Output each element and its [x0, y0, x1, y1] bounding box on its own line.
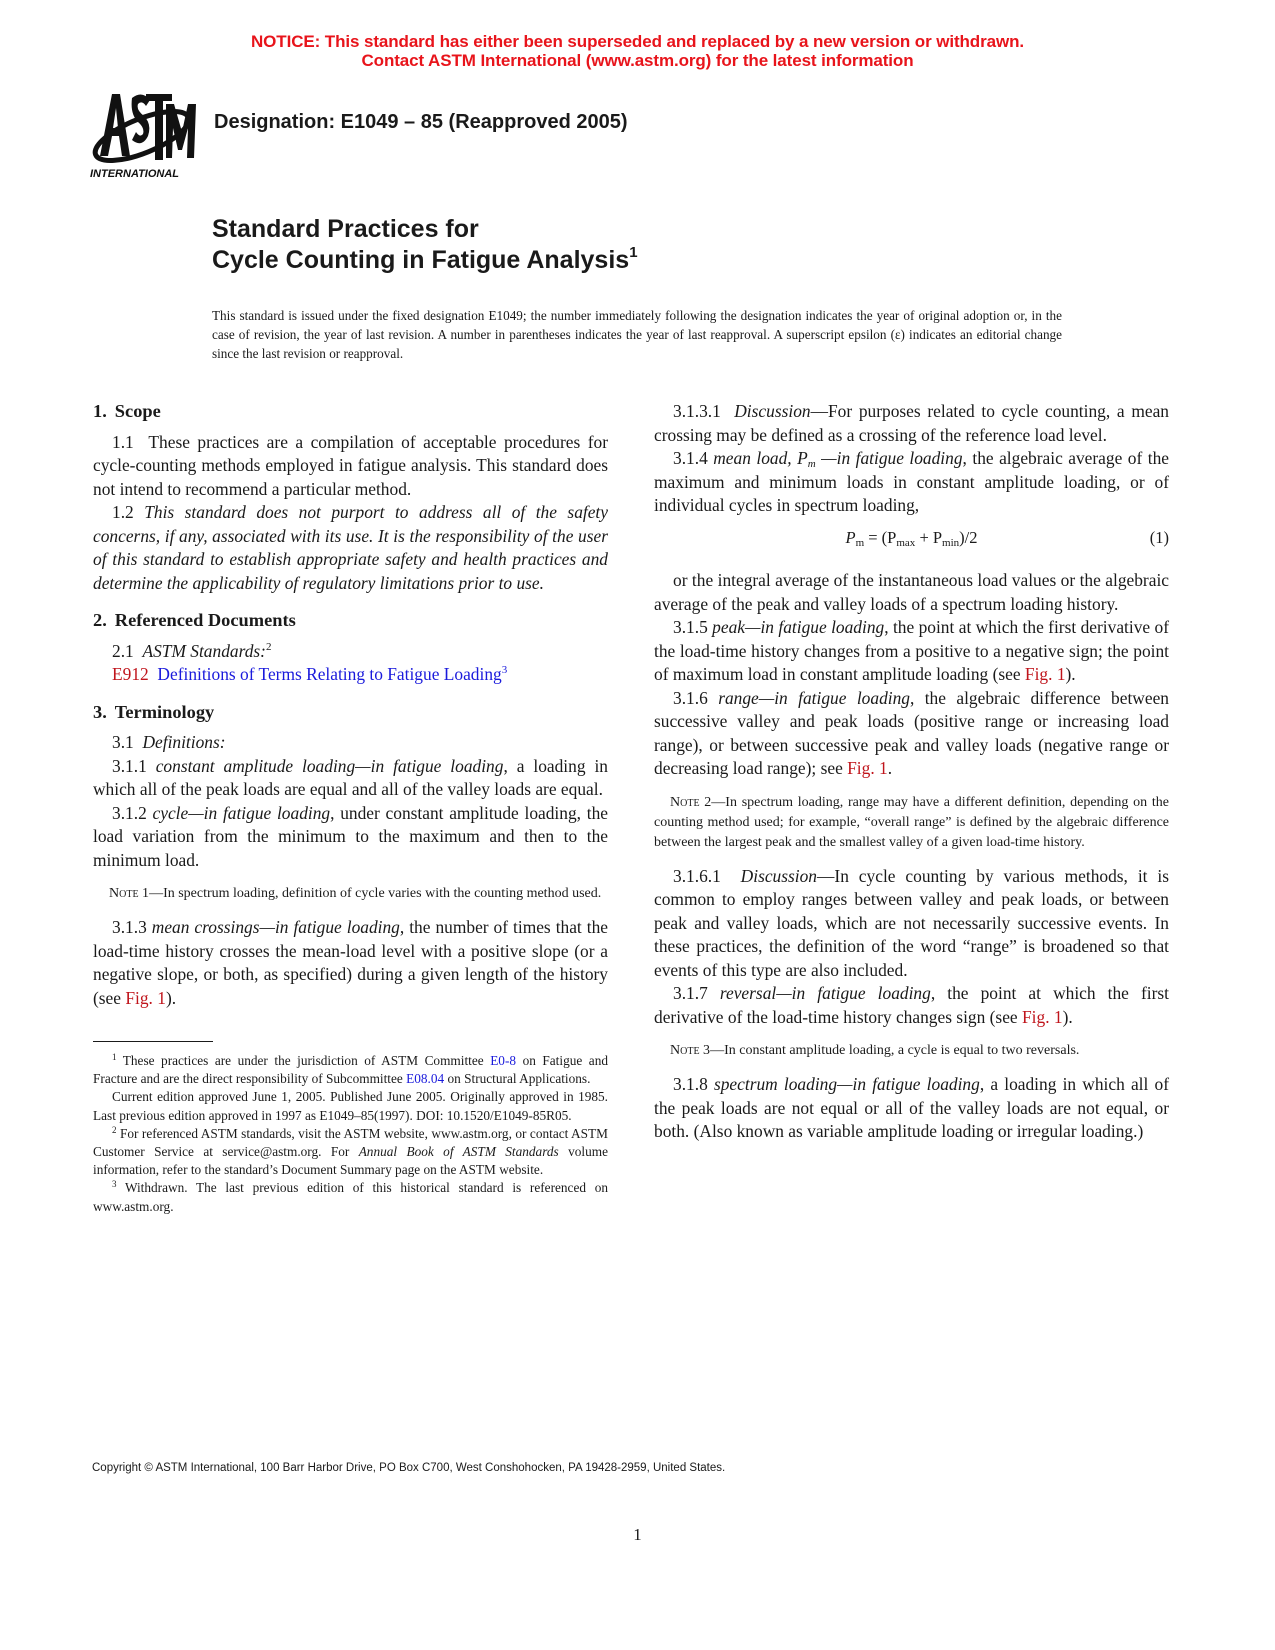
- section-heading-referenced-documents: 2. Referenced Documents: [93, 610, 296, 630]
- title-footnote-ref[interactable]: 1: [629, 244, 638, 261]
- note-3: Note 3—In constant amplitude loading, a cycle is equal to two reversals.: [670, 1043, 1080, 1058]
- astm-logo-icon: [90, 84, 200, 168]
- footnote-ref-2[interactable]: 2: [265, 640, 272, 653]
- paragraph-2-1: 2.1 ASTM Standards:$^2$: [112, 640, 272, 661]
- logo-caption: INTERNATIONAL: [90, 168, 180, 180]
- definition-3-1-2: 3.1.2 cycle—in fatigue loading, under constant amplitude loading, the load variation from the minimum to the maximum and then to the minimum load.: [93, 802, 608, 870]
- committee-e08-link[interactable]: E0-8: [490, 1053, 517, 1068]
- equation-number: (1): [1149, 527, 1169, 547]
- title-line-1: Standard Practices for: [212, 215, 479, 243]
- section-heading-terminology: 3. Terminology: [93, 701, 215, 722]
- definition-3-1-3: 3.1.3 mean crossings—in fatigue loading, the number of times that the load-time history crosses the mean-load level with a positive slope (or a negative slope, or both, as specified) during a given length of the history (see Fig. 1).: [93, 917, 608, 1008]
- definition-3-1-8: 3.1.8 spectrum loading—in fatigue loading, a loading in which all of the peak loads are not equal or all of the valley loads are not equal, or both. (Also known as variable amplitude loading or irregular loading.): [654, 1074, 1169, 1141]
- note-1: Note 1—In spectrum loading, definition of cycle varies with the counting method used.: [109, 886, 602, 901]
- copyright-line: Copyright © ASTM International, 100 Barr Harbor Drive, PO Box C700, West Conshohocken, PA 19428-2959, United States.: [92, 1462, 726, 1474]
- fig-1-link[interactable]: Fig. 1: [847, 758, 888, 778]
- footnote-1-edition: Current edition approved June 1, 2005. Published June 2005. Originally approved in 1985. Last previous edition approved in 1997 as E1049–85(1997). DOI: 10.1520/E1049-85R05.: [93, 1089, 608, 1123]
- left-column: [93, 400, 608, 1216]
- issuance-note: This standard is issued under the fixed designation E1049; the number immediately following the designation indicates the year of original adoption or, in the case of revision, the year of last revision. A number in parentheses indicates the year of last reapproval. A superscript epsilon (ε) indicates an editorial change since the last revision or reapproval.: [212, 308, 1062, 361]
- note-2: Note 2—In spectrum loading, range may have a different definition, depending on the counting method used; for example, “overall range” is defined by the algebraic difference between the largest peak and the smallest valley of a given load-time history.: [654, 794, 1169, 850]
- discussion-3-1-6-1: 3.1.6.1 Discussion—In cycle counting by various methods, it is common to employ ranges between valley and peak loads, or between peak and valley loads, which are not necessarily successive events. In these practices, the definition of the word “range” is broadened so that events of this type are also included.: [654, 865, 1169, 980]
- paragraph-3-1: 3.1 Definitions:: [112, 732, 226, 752]
- footnote-2: $^2$ For referenced ASTM standards, visit the ASTM website, www.astm.org, or contact ASTM Customer Service at service@astm.org. For Annual Book of ASTM Standards volume information, refer to the standard’s Document Summary page on the ASTM website.: [93, 1124, 608, 1178]
- footnote-3: $^3$ Withdrawn. The last previous edition of this historical standard is referenced on www.astm.org.: [93, 1179, 608, 1214]
- page-number: 1: [633, 1525, 642, 1544]
- astm-logo: [90, 84, 200, 184]
- definition-3-1-5: 3.1.5 peak—in fatigue loading, the point at which the first derivative of the load-time history changes from a positive to a negative sign; the point of maximum load in constant amplitude loading (see Fig. 1).: [654, 617, 1169, 684]
- fig-1-link[interactable]: Fig. 1: [125, 987, 166, 1008]
- discussion-3-1-3-1: 3.1.3.1 Discussion—For purposes related to cycle counting, a mean crossing may be defined as a crossing of the reference load level.: [654, 401, 1169, 445]
- definition-3-1-1: 3.1.1 constant amplitude loading—in fatigue loading, a loading in which all of the peak loads are equal and all of the valley loads are equal.: [93, 755, 608, 799]
- footnote-divider: [93, 1041, 213, 1042]
- definition-3-1-4-continued: or the integral average of the instantaneous load values or the algebraic average of the peak and valley loads of a spectrum loading history.: [654, 570, 1169, 614]
- title-line-2: Cycle Counting in Fatigue Analysis$^1$: [212, 244, 638, 274]
- equation-1: $P_m = (P_{max} + P_{min})/2$ (1): [845, 527, 1169, 549]
- definition-3-1-7: 3.1.7 reversal—in fatigue loading, the point at which the first derivative of the load-time history changes sign (see Fig. 1).: [654, 983, 1169, 1027]
- paragraph-1-2: 1.2 This standard does not purport to address all of the safety concerns, if any, associated with its use. It is the responsibility of the user of this standard to establish appropriate safety and health practices and determine the applicability of regulatory limitations prior to use.: [93, 502, 608, 593]
- paragraph-1-1: 1.1 These practices are a compilation of acceptable procedures for cycle-counting methods employed in fatigue analysis. This standard does not intend to recommend a particular method.: [93, 431, 608, 499]
- withdrawal-notice: [0, 32, 1275, 70]
- definition-3-1-6: 3.1.6 range—in fatigue loading, the algebraic difference between successive valley and peak loads (positive range or increasing load range), or between successive peak and valley loads (negative range or decreasing load range); see Fig. 1.: [654, 687, 1169, 778]
- section-heading-scope: 1. Scope: [93, 401, 161, 421]
- document-title: [212, 214, 638, 276]
- notice-line-2: Contact ASTM International (www.astm.org) for the latest information: [361, 51, 914, 70]
- right-column: [654, 400, 1169, 1144]
- fig-1-link[interactable]: Fig. 1: [1022, 1006, 1063, 1027]
- notice-line-1: NOTICE: This standard has either been superseded and replaced by a new version or withdrawn.: [251, 32, 1024, 51]
- reference-code-link[interactable]: E912: [112, 664, 149, 684]
- designation: Designation: E1049 – 85 (Reapproved 2005): [214, 111, 628, 133]
- footnote-1: $^1$ These practices are under the jurisdiction of ASTM Committee E0-8 on Fatigue and Fracture and are the direct responsibility of Subcommittee E08.04 on Structural Applications.: [93, 1052, 608, 1087]
- definition-3-1-4: 3.1.4 mean load, $P_m$ —in fatigue loading, the algebraic average of the maximum and minimum loads in constant amplitude loading, or of individual cycles in spectrum loading,: [654, 448, 1169, 515]
- fig-1-link[interactable]: Fig. 1: [1024, 664, 1066, 684]
- subcommittee-e0804-link[interactable]: E08.04: [406, 1071, 445, 1087]
- reference-e912: [93, 663, 608, 687]
- footnote-ref-3[interactable]: 3: [501, 664, 508, 676]
- reference-title-link[interactable]: Definitions of Terms Relating to Fatigue Loading: [157, 664, 502, 684]
